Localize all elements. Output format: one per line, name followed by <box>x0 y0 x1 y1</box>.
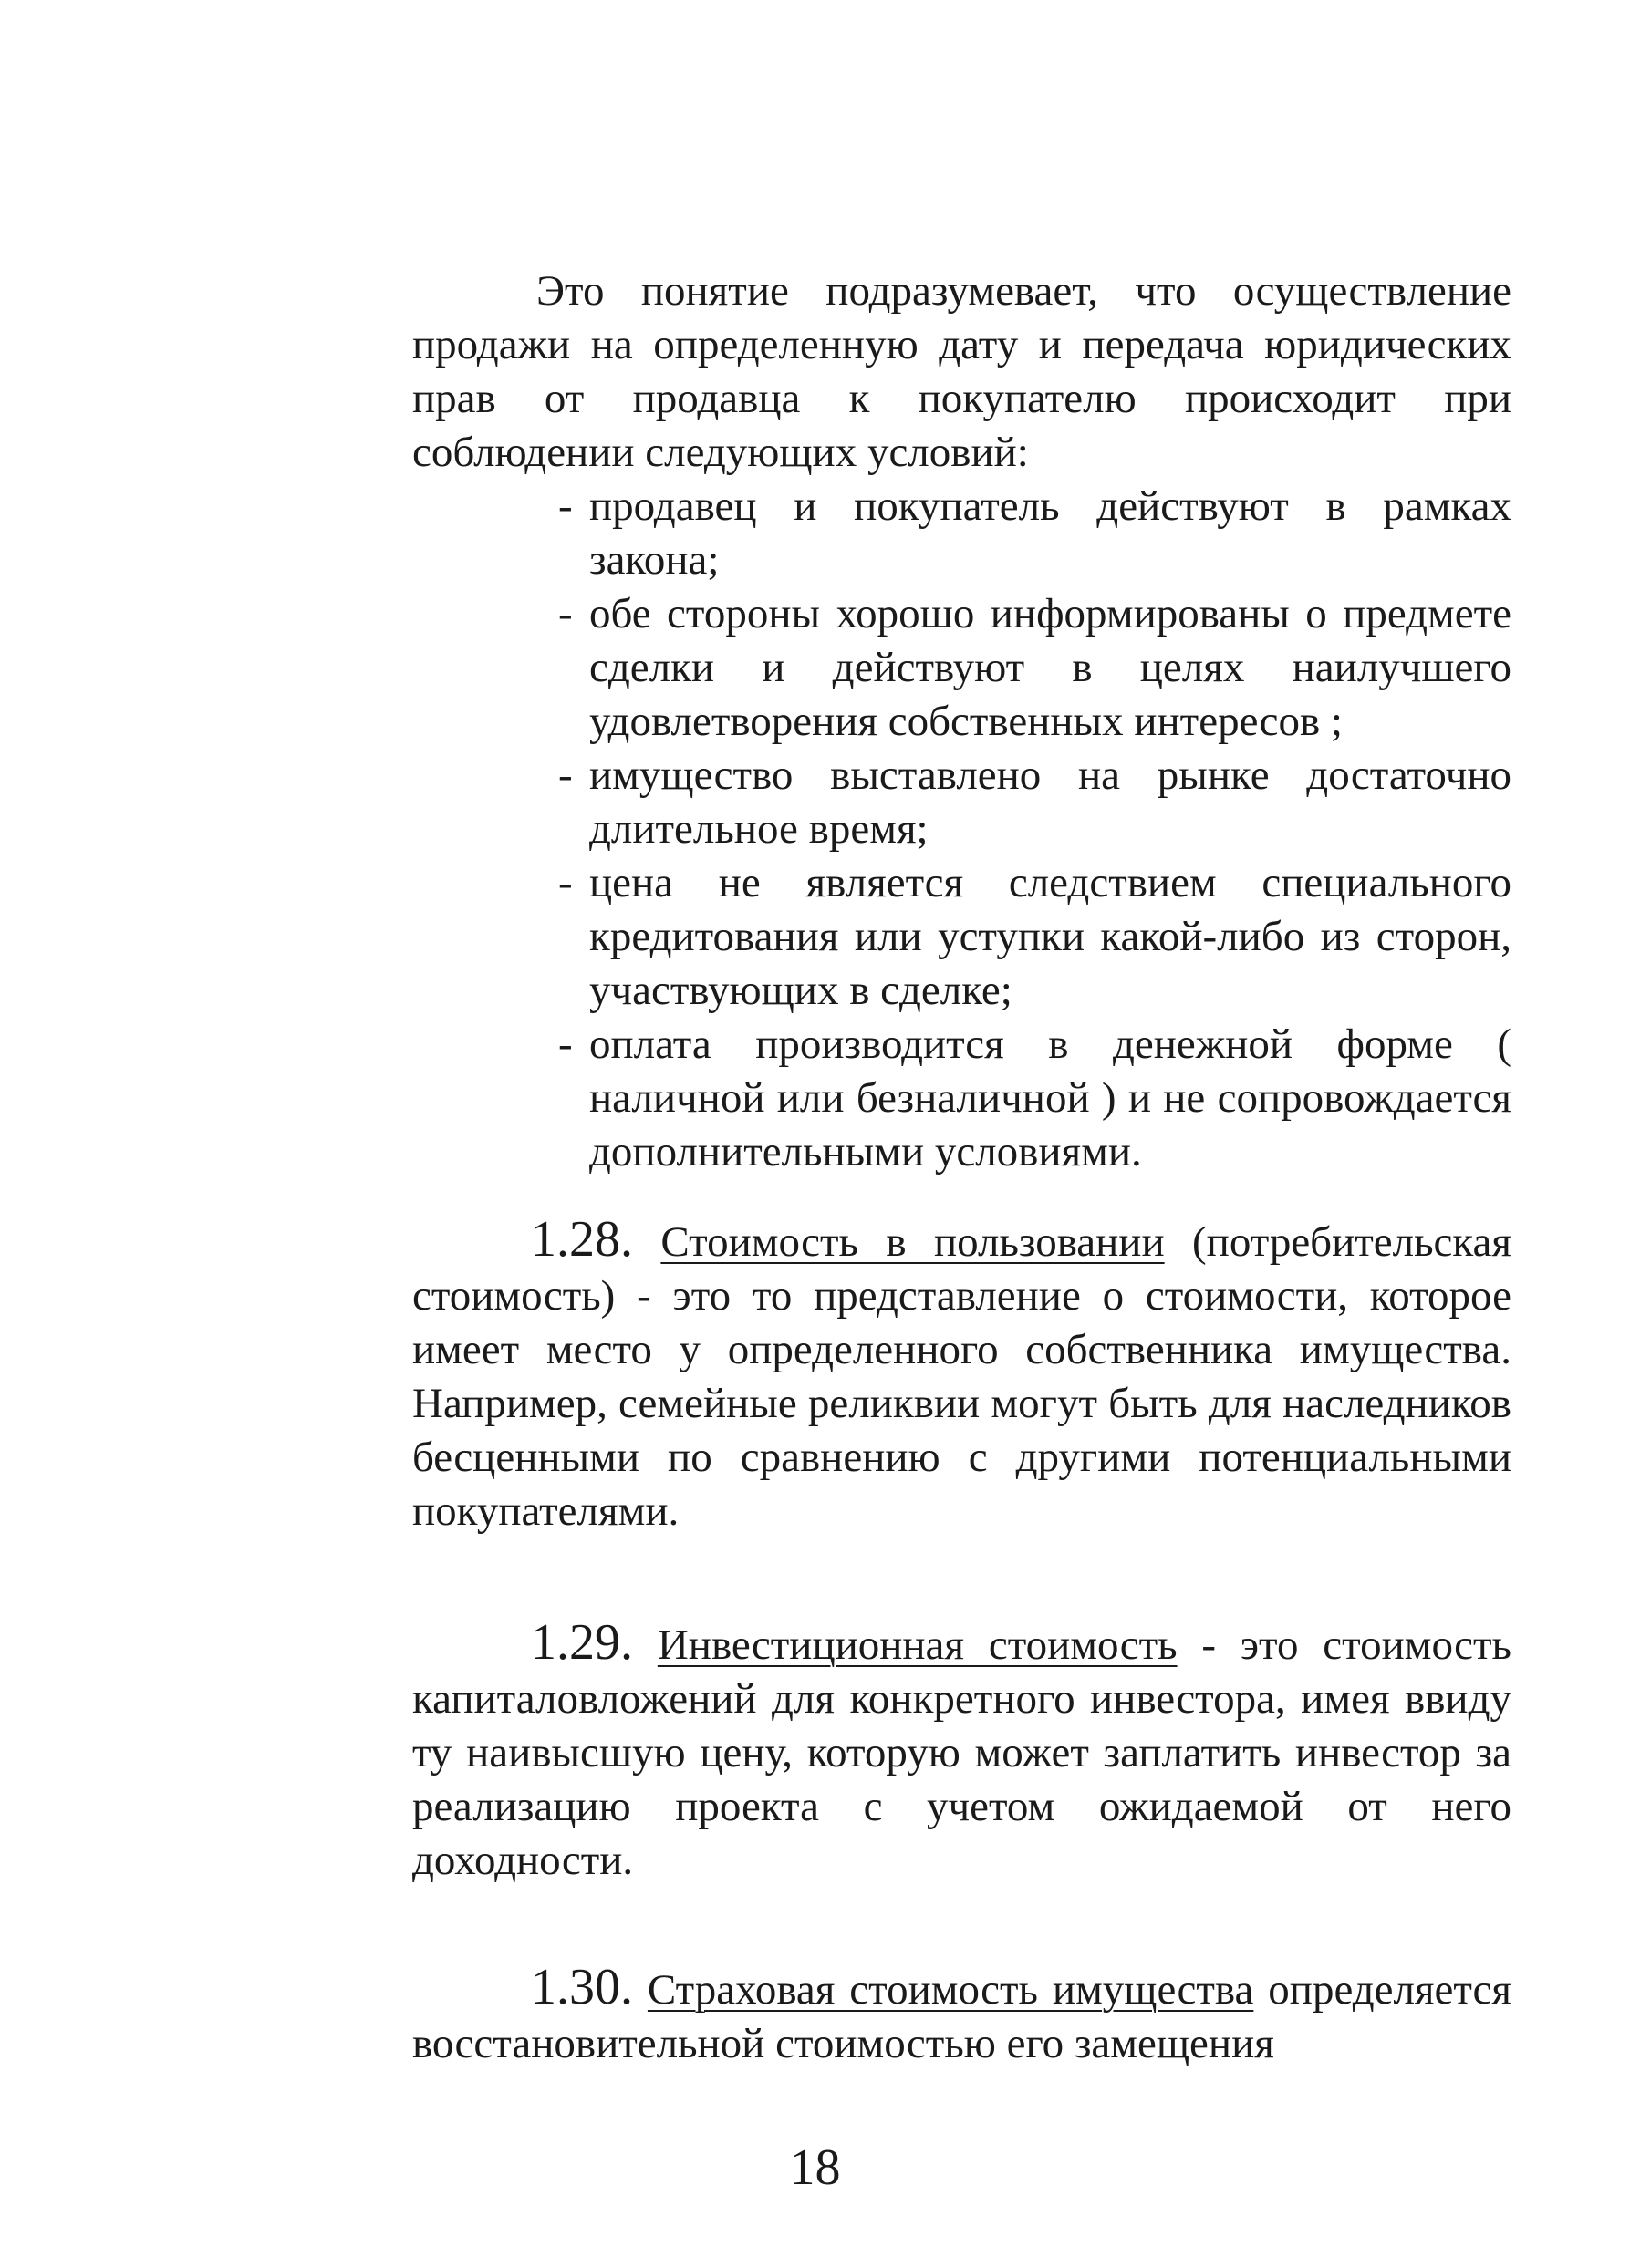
section-number: 1.30. <box>531 1959 633 2015</box>
section-term: Страховая стоимость имущества <box>647 1966 1254 2014</box>
section-1-30 <box>412 1961 1511 2071</box>
section-1-29 <box>412 1616 1511 1888</box>
list-item-text: имущество выставлено на рынке достаточно длительное время; <box>589 751 1511 853</box>
list-item <box>558 856 1511 1018</box>
section-text: (потребительская стоимость) - это то представление о стоимости, которое имеет место у определенного собственника имущества. Например, семейные реликвии могут быть для наследников бесценными по сравнению с другими потенциальными покупателями. <box>412 1218 1512 1535</box>
intro-paragraph-block <box>412 264 1511 480</box>
section-text: определяется восстановительной стоимостью его замещения <box>412 1966 1511 2067</box>
section-number: 1.28. <box>531 1211 633 1268</box>
list-item <box>558 587 1511 749</box>
list-item-text: продавец и покупатель действуют в рамках закона; <box>589 482 1511 584</box>
list-dash: - <box>558 1020 573 1068</box>
list-item-text: оплата производится в денежной форме ( наличной или безналичной ) и не сопровождается дополнительными условиями. <box>589 1020 1511 1175</box>
section-1-28 <box>412 1213 1511 1538</box>
page-number: 18 <box>789 2139 841 2196</box>
section-number: 1.29. <box>531 1614 633 1671</box>
list-item <box>558 749 1511 856</box>
list-dash: - <box>558 590 573 637</box>
list-item-text: обе стороны хорошо информированы о предмете сделки и действуют в целях наилучшего удовлетворения собственных интересов ; <box>589 590 1511 745</box>
list-item <box>558 1018 1511 1179</box>
conditions-list <box>558 480 1511 1179</box>
list-item-text: цена не является следствием специального кредитования или уступки какой-либо из сторон, участвующих в сделке; <box>589 859 1511 1014</box>
list-item <box>558 480 1511 587</box>
list-dash: - <box>558 751 573 799</box>
section-term: Стоимость в пользовании <box>660 1218 1165 1266</box>
list-dash: - <box>558 859 573 906</box>
intro-paragraph: Это понятие подразумевает, что осуществление продажи на определенную дату и передача юридических прав от продавца к покупателю происходит при соблюдении следующих условий: <box>412 267 1511 476</box>
list-dash: - <box>558 482 573 530</box>
section-text: - это стоимость капиталовложений для конкретного инвестора, имея ввиду ту наивысшую цену, которую может заплатить инвестор за реализацию проекта с учетом ожидаемой от него доходности. <box>412 1621 1511 1884</box>
section-term: Инвестиционная стоимость <box>657 1621 1178 1669</box>
